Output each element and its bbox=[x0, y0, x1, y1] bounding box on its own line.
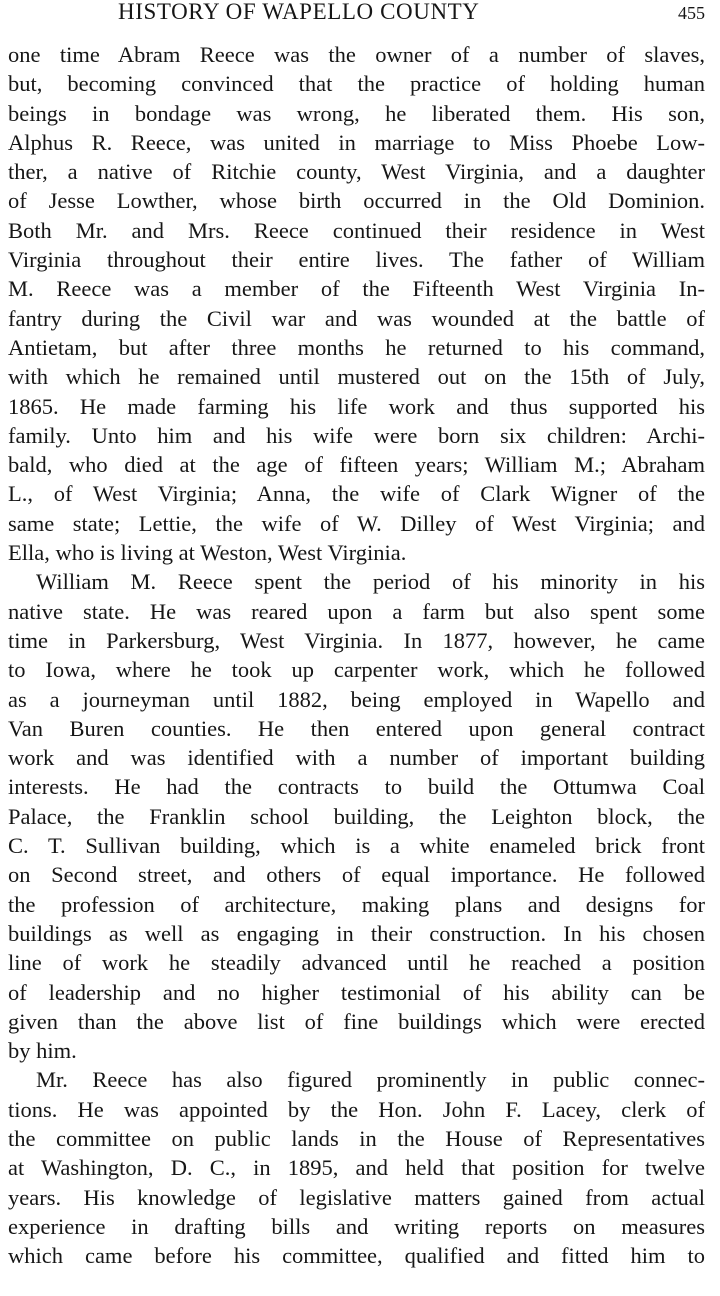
text-line: as a journeyman until 1882, being employed in Wapello and bbox=[8, 686, 705, 712]
text-line: C. T. Sullivan building, which is a white enameled brick front bbox=[8, 833, 705, 859]
text-line: of leadership and no higher testimonial of his ability can be bbox=[8, 979, 705, 1005]
running-header bbox=[8, 0, 705, 28]
text-line: M. Reece was a member of the Fifteenth West Virginia In- bbox=[8, 276, 705, 302]
text-line: but, becoming convinced that the practice of holding human bbox=[8, 71, 705, 97]
text-line: with which he remained until mustered out on the 15th of July, bbox=[8, 364, 705, 390]
text-line: native state. He was reared upon a farm but also spent some bbox=[8, 598, 705, 624]
text-line: Van Buren counties. He then entered upon general contract bbox=[8, 715, 705, 741]
text-line: at Washington, D. C., in 1895, and held that position for twelve bbox=[8, 1155, 705, 1181]
text-line: bald, who died at the age of fifteen years; William M.; Abraham bbox=[8, 452, 705, 478]
text-line: on Second street, and others of equal importance. He followed bbox=[8, 862, 705, 888]
paragraph-2 bbox=[8, 567, 705, 1065]
text-line: which came before his committee, qualified and fitted him to bbox=[8, 1243, 705, 1269]
text-line: family. Unto him and his wife were born six children: Archi- bbox=[8, 422, 705, 448]
paragraph-1 bbox=[8, 40, 705, 567]
text-line: interests. He had the contracts to build the Ottumwa Coal bbox=[8, 774, 705, 800]
text-line: given than the above list of fine buildings which were erected bbox=[8, 1008, 705, 1034]
text-line: tions. He was appointed by the Hon. John F. Lacey, clerk of bbox=[8, 1096, 705, 1122]
text-line: beings in bondage was wrong, he liberated them. His son, bbox=[8, 100, 705, 126]
paragraph-3 bbox=[8, 1065, 705, 1270]
text-line: years. His knowledge of legislative matters gained from actual bbox=[8, 1184, 705, 1210]
text-line: line of work he steadily advanced until he reached a position bbox=[8, 950, 705, 976]
text-line: Mr. Reece has also figured prominently in public connec- bbox=[36, 1067, 705, 1093]
text-line: Alphus R. Reece, was united in marriage to Miss Phoebe Low- bbox=[8, 129, 705, 155]
text-line: 1865. He made farming his life work and thus supported his bbox=[8, 393, 705, 419]
text-line: William M. Reece spent the period of his minority in his bbox=[36, 569, 705, 595]
text-line: Antietam, but after three months he returned to his command, bbox=[8, 334, 705, 360]
text-line: same state; Lettie, the wife of W. Dilley of West Virginia; and bbox=[8, 510, 705, 536]
text-line: experience in drafting bills and writing reports on measures bbox=[8, 1213, 705, 1239]
text-line: to Iowa, where he took up carpenter work, which he followed bbox=[8, 657, 705, 683]
text-line: ther, a native of Ritchie county, West Virginia, and a daughter bbox=[8, 159, 705, 185]
text-line: Virginia throughout their entire lives. The father of William bbox=[8, 247, 705, 273]
text-line: L., of West Virginia; Anna, the wife of Clark Wigner of the bbox=[8, 481, 705, 507]
text-line: Palace, the Franklin school building, the Leighton block, the bbox=[8, 803, 705, 829]
text-line: by him. bbox=[8, 1038, 77, 1064]
text-line: the committee on public lands in the House of Representatives bbox=[8, 1125, 705, 1151]
text-line: Ella, who is living at Weston, West Virginia. bbox=[8, 540, 407, 566]
text-line: buildings as well as engaging in their construction. In his chosen bbox=[8, 920, 705, 946]
page-number: 455 bbox=[678, 3, 705, 23]
text-line: work and was identified with a number of important building bbox=[8, 745, 705, 771]
text-line: time in Parkersburg, West Virginia. In 1877, however, he came bbox=[8, 627, 705, 653]
text-line: the profession of architecture, making plans and designs for bbox=[8, 891, 705, 917]
text-line: Both Mr. and Mrs. Reece continued their residence in West bbox=[8, 217, 705, 243]
text-line: fantry during the Civil war and was wounded at the battle of bbox=[8, 305, 705, 331]
running-title: HISTORY OF WAPELLO COUNTY bbox=[118, 0, 480, 24]
text-line: one time Abram Reece was the owner of a number of slaves, bbox=[8, 42, 705, 67]
body-text bbox=[8, 40, 705, 1270]
text-line: of Jesse Lowther, whose birth occurred in the Old Dominion. bbox=[8, 188, 705, 214]
